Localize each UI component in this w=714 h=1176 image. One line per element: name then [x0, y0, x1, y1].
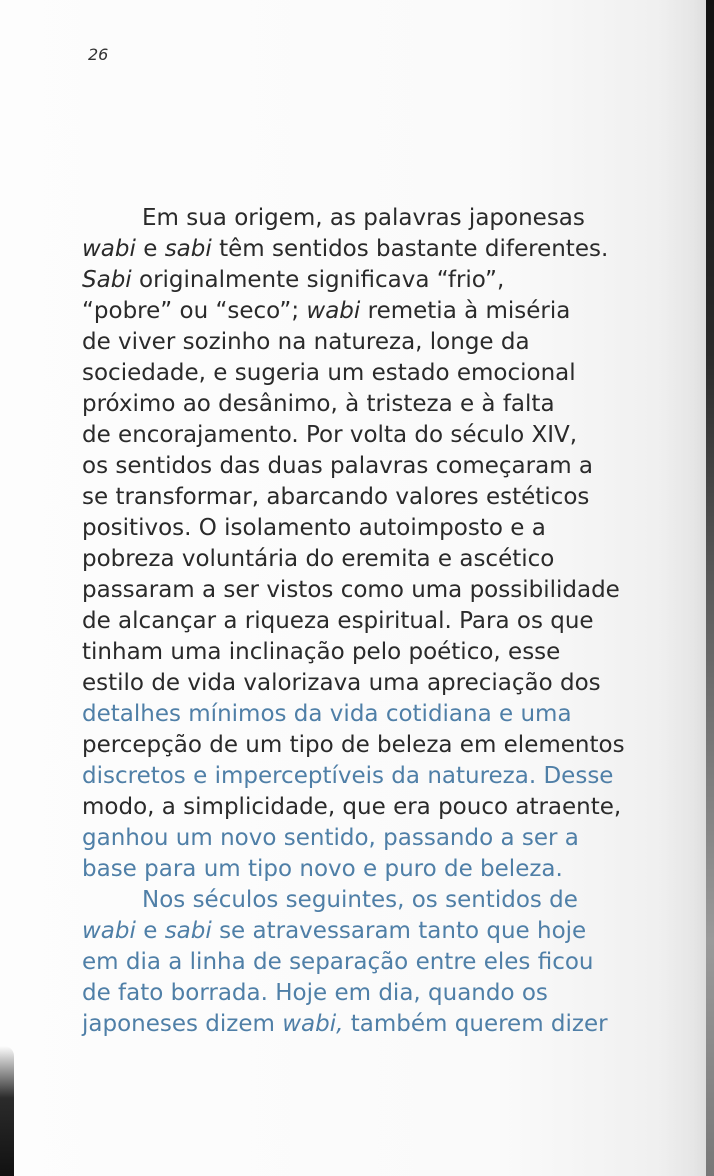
text-line	[82, 916, 667, 947]
text-segment: se transformar, abarcando valores estéticos	[82, 484, 590, 510]
text-segment: se atravessaram tanto que hoje	[211, 918, 587, 944]
text-segment: discretos e imperceptíveis da natureza. Desse	[82, 763, 614, 789]
text-segment: em dia a linha de separação entre eles ficou	[82, 949, 594, 975]
text-line	[82, 265, 667, 296]
text-line	[82, 978, 667, 1009]
text-segment: “pobre” ou “seco”;	[82, 298, 307, 324]
text-line	[82, 606, 667, 637]
text-line	[82, 296, 667, 327]
text-line	[82, 544, 667, 575]
text-segment: detalhes mínimos da vida cotidiana e uma	[82, 701, 572, 727]
italic-term: sabi	[164, 918, 212, 944]
italic-term: Sabi	[82, 267, 132, 293]
text-line	[82, 234, 667, 265]
text-line	[82, 203, 667, 234]
text-segment: os sentidos das duas palavras começaram a	[82, 453, 594, 479]
text-line	[82, 761, 667, 792]
text-line	[82, 358, 667, 389]
text-line	[82, 854, 667, 885]
text-line	[82, 668, 667, 699]
italic-term: sabi	[164, 236, 212, 262]
text-segment: de alcançar a riqueza espiritual. Para os que	[82, 608, 594, 634]
text-segment: base para um tipo novo e puro de beleza.	[82, 856, 563, 882]
text-line	[82, 389, 667, 420]
text-line	[82, 823, 667, 854]
text-segment: positivos. O isolamento autoimposto e a	[82, 515, 546, 541]
text-segment: sociedade, e sugeria um estado emocional	[82, 360, 576, 386]
text-line	[82, 730, 667, 761]
text-segment: remetia à miséria	[360, 298, 571, 324]
text-segment: Nos séculos seguintes, os sentidos de	[142, 887, 578, 913]
text-line	[82, 451, 667, 482]
body-text	[82, 203, 667, 1040]
text-line	[82, 1009, 667, 1040]
page-edge-shadow	[706, 0, 714, 1176]
text-segment: tinham uma inclinação pelo poético, esse	[82, 639, 561, 665]
text-segment: percepção de um tipo de beleza em elementos	[82, 732, 625, 758]
text-line	[82, 482, 667, 513]
text-segment: têm sentidos bastante diferentes.	[211, 236, 609, 262]
text-line	[82, 792, 667, 823]
page-number: 26	[88, 45, 109, 64]
text-segment: e	[135, 918, 165, 944]
text-segment: estilo de vida valorizava uma apreciação dos	[82, 670, 601, 696]
text-segment: pobreza voluntária do eremita e ascético	[82, 546, 555, 572]
italic-term: wabi	[82, 918, 136, 944]
text-segment: modo, a simplicidade, que era pouco atraente,	[82, 794, 622, 820]
text-segment: ganhou um novo sentido, passando a ser a	[82, 825, 579, 851]
text-line	[82, 885, 667, 916]
text-segment: japoneses dizem	[82, 1011, 283, 1037]
italic-term: wabi	[82, 236, 136, 262]
text-segment: próximo ao desânimo, à tristeza e à falta	[82, 391, 555, 417]
text-line	[82, 327, 667, 358]
text-line	[82, 513, 667, 544]
text-line	[82, 699, 667, 730]
text-line	[82, 420, 667, 451]
italic-term: wabi,	[282, 1011, 344, 1037]
text-segment: também querem dizer	[343, 1011, 608, 1037]
text-segment: passaram a ser vistos como uma possibilidade	[82, 577, 620, 603]
text-segment: de viver sozinho na natureza, longe da	[82, 329, 530, 355]
corner-shadow	[0, 1046, 14, 1176]
text-line	[82, 637, 667, 668]
italic-term: wabi	[306, 298, 361, 324]
text-line	[82, 947, 667, 978]
text-line	[82, 575, 667, 606]
text-segment: de fato borrada. Hoje em dia, quando os	[82, 980, 548, 1006]
text-segment: Em sua origem, as palavras japonesas	[142, 205, 585, 231]
text-segment: de encorajamento. Por volta do século XIV,	[82, 422, 578, 448]
text-segment: originalmente significava “frio”,	[131, 267, 505, 293]
text-segment: e	[135, 236, 165, 262]
